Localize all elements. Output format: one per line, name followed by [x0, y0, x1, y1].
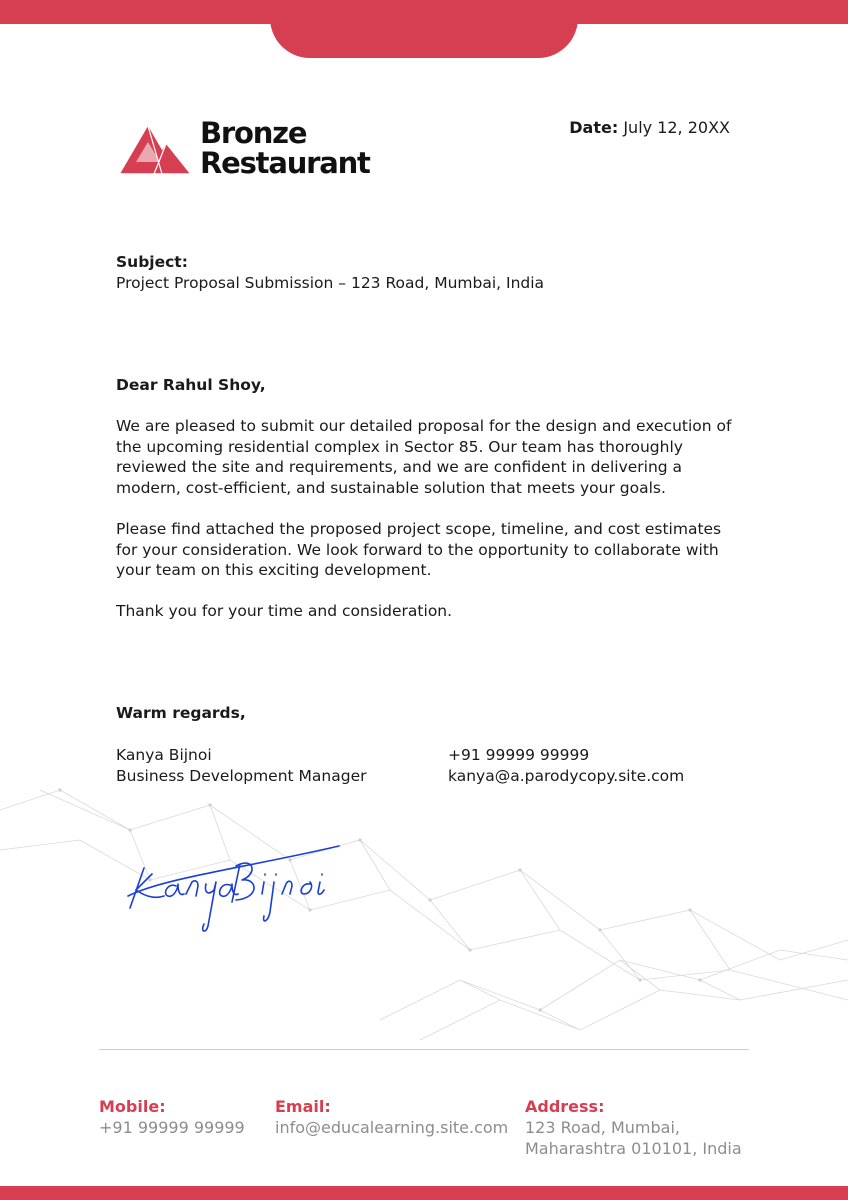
- body-paragraph-1: We are pleased to submit our detailed proposal for the design and execution of the upcoming residential complex in Sector 85. Our team has thoroughly reviewed the site and requirements, and we are confident in delivering a modern, cost-efficient, and sustainable solution that meets your goals.: [116, 417, 732, 497]
- brand-line-1: Bronze: [200, 116, 307, 150]
- body-paragraph-2: Please find attached the proposed project scope, timeline, and cost estimates for your consideration. We look forward to the opportunity to collaborate with your team on this exciting development.: [116, 520, 722, 579]
- footer-address-line-2: Maharashtra 010101, India: [525, 1139, 742, 1158]
- sender-title: Business Development Manager: [116, 766, 367, 785]
- letter-date: [569, 118, 730, 137]
- subject-label: Subject:: [116, 253, 188, 271]
- brand-name: [200, 118, 370, 178]
- footer-email-label: Email:: [275, 1097, 331, 1116]
- footer-divider: [99, 1049, 749, 1050]
- top-accent-tab: [270, 0, 578, 58]
- mountain-triangle-icon: [118, 120, 192, 176]
- footer-mobile-label: Mobile:: [99, 1097, 166, 1116]
- date-label: Date:: [569, 118, 619, 137]
- greeting: Dear Rahul Shoy,: [116, 376, 266, 394]
- date-value: July 12, 20XX: [623, 118, 730, 137]
- footer-address-label: Address:: [525, 1097, 605, 1116]
- brand-line-2: Restaurant: [200, 146, 370, 180]
- footer-address: [525, 1096, 742, 1159]
- footer-mobile-value: +91 99999 99999: [99, 1118, 245, 1137]
- bottom-accent-bar: [0, 1186, 848, 1200]
- footer-email: [275, 1096, 508, 1138]
- handwritten-signature: [124, 838, 354, 934]
- subject-block: [116, 252, 544, 293]
- closing: Warm regards,: [116, 704, 246, 722]
- footer-email-value: info@educalearning.site.com: [275, 1118, 509, 1137]
- subject-value: Project Proposal Submission – 123 Road, Mumbai, India: [116, 273, 545, 292]
- sender-info: [116, 745, 367, 786]
- sender-phone: +91 99999 99999: [448, 746, 590, 764]
- sender-email: kanya@a.parodycopy.site.com: [448, 766, 685, 785]
- body-paragraph-3: Thank you for your time and consideration.: [116, 602, 453, 620]
- footer-address-line-1: 123 Road, Mumbai,: [525, 1118, 680, 1137]
- sender-name: Kanya Bijnoi: [116, 746, 212, 764]
- sender-contact: [448, 745, 684, 786]
- brand-logo: [118, 118, 370, 178]
- footer-mobile: [99, 1096, 245, 1138]
